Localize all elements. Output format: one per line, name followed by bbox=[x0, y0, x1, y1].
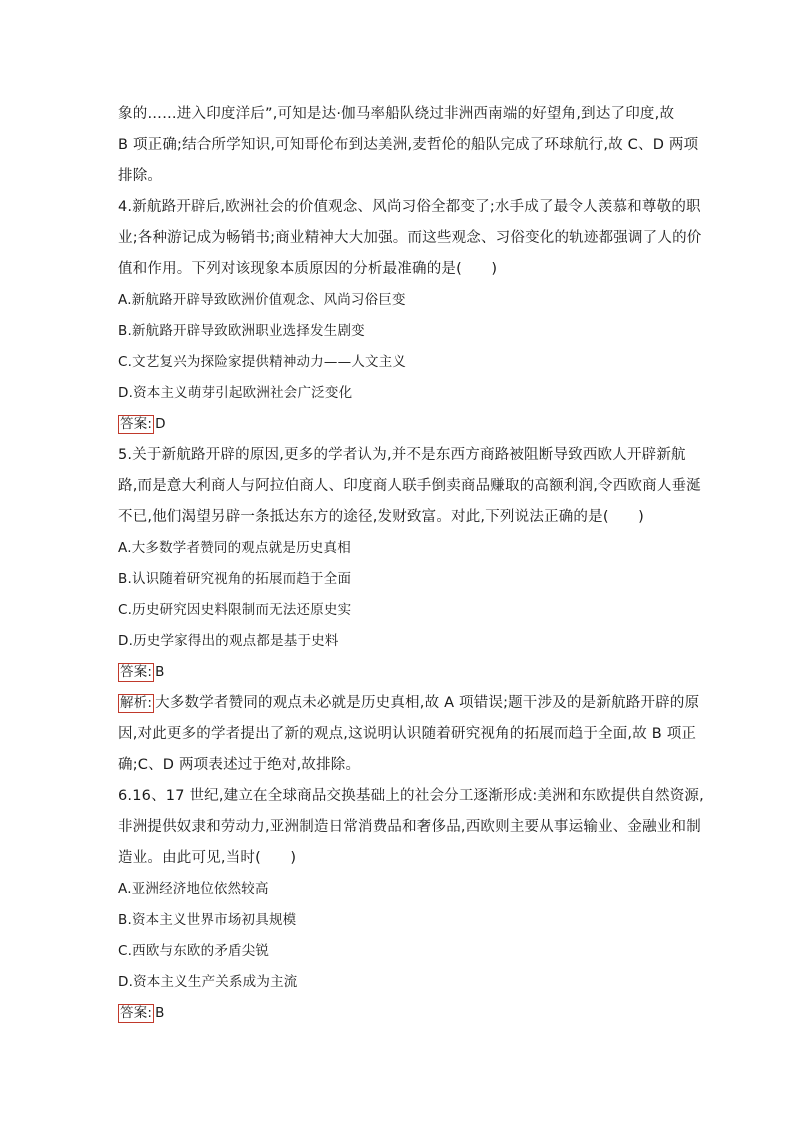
q5-option-a: A.大多数学者赞同的观点就是历史真相 bbox=[118, 540, 351, 556]
q3-explanation-line-3: 排除。 bbox=[118, 168, 163, 184]
q6-option-d: D.资本主义生产关系成为主流 bbox=[118, 974, 298, 990]
q4-option-d: D.资本主义萌芽引起欧洲社会广泛变化 bbox=[118, 385, 353, 401]
q4-stem-line-1: 4.新航路开辟后,欧洲社会的价值观念、风尚习俗全都变了;水手成了最令人羡慕和尊敬的职 bbox=[118, 199, 701, 215]
q4-stem-line-3: 值和作用。下列对该现象本质原因的分析最准确的是( ) bbox=[118, 261, 498, 277]
answer-value: D bbox=[155, 416, 166, 432]
q5-stem-line-2: 路,而是意大利商人与阿拉伯商人、印度商人联手倒卖商品赚取的高额利润,令西欧商人垂涎 bbox=[118, 478, 701, 494]
q4-option-b: B.新航路开辟导致欧洲职业选择发生剧变 bbox=[118, 323, 365, 339]
q6-option-b: B.资本主义世界市场初具规模 bbox=[118, 912, 297, 928]
q4-stem-line-2: 业;各种游记成为畅销书;商业精神大大加强。而这些观念、习俗变化的轨迹都强调了人的价 bbox=[118, 230, 702, 246]
q4-option-c: C.文艺复兴为探险家提供精神动力——人文主义 bbox=[118, 354, 407, 370]
answer-label: 答案: bbox=[120, 1005, 153, 1021]
answer-value: B bbox=[155, 664, 165, 680]
q5-stem-line-3: 不已,他们渴望另辟一条抵达东方的途径,发财致富。对此,下列说法正确的是( ) bbox=[118, 509, 644, 525]
explanation-text: 大多数学者赞同的观点未必就是历史真相,故 A 项错误;题干涉及的是新航路开辟的原 bbox=[155, 695, 700, 711]
q5-stem-line-1: 5.关于新航路开辟的原因,更多的学者认为,并不是东西方商路被阻断导致西欧人开辟新航 bbox=[118, 447, 686, 463]
q3-explanation-line-1: 象的……进入印度洋后”,可知是达·伽马率船队绕过非洲西南端的好望角,到达了印度,故 bbox=[118, 106, 675, 122]
q5-explanation-line-1 bbox=[118, 693, 700, 713]
q5-explanation-line-3: 确;C、D 两项表述过于绝对,故排除。 bbox=[118, 757, 361, 773]
q6-answer bbox=[118, 1003, 694, 1023]
answer-value: B bbox=[155, 1005, 165, 1021]
answer-label: 答案: bbox=[120, 416, 153, 432]
q4-option-a: A.新航路开辟导致欧洲价值观念、风尚习俗巨变 bbox=[118, 292, 406, 308]
answer-label: 答案: bbox=[120, 664, 153, 680]
q5-answer bbox=[118, 662, 694, 682]
q5-option-b: B.认识随着研究视角的拓展而趋于全面 bbox=[118, 571, 352, 587]
analysis-label: 解析: bbox=[120, 695, 153, 711]
q6-option-c: C.西欧与东欧的矛盾尖锐 bbox=[118, 943, 270, 959]
q5-option-c: C.历史研究因史料限制而无法还原史实 bbox=[118, 602, 352, 618]
q6-option-a: A.亚洲经济地位依然较高 bbox=[118, 881, 269, 897]
q4-answer bbox=[118, 414, 694, 434]
q6-stem-line-2: 非洲提供奴隶和劳动力,亚洲制造日常消费品和奢侈品,西欧则主要从事运输业、金融业和制 bbox=[118, 819, 701, 835]
q6-stem-line-1: 6.16、17 世纪,建立在全球商品交换基础上的社会分工逐渐形成:美洲和东欧提供自然资源, bbox=[118, 788, 704, 804]
q6-stem-line-3: 造业。由此可见,当时( ) bbox=[118, 850, 297, 866]
q5-option-d: D.历史学家得出的观点都是基于史料 bbox=[118, 633, 339, 649]
q3-explanation-line-2: B 项正确;结合所学知识,可知哥伦布到达美洲,麦哲伦的船队完成了环球航行,故 C、D 两项 bbox=[118, 137, 699, 153]
q5-explanation-line-2: 因,对此更多的学者提出了新的观点,这说明认识随着研究视角的拓展而趋于全面,故 B 项正 bbox=[118, 726, 697, 742]
